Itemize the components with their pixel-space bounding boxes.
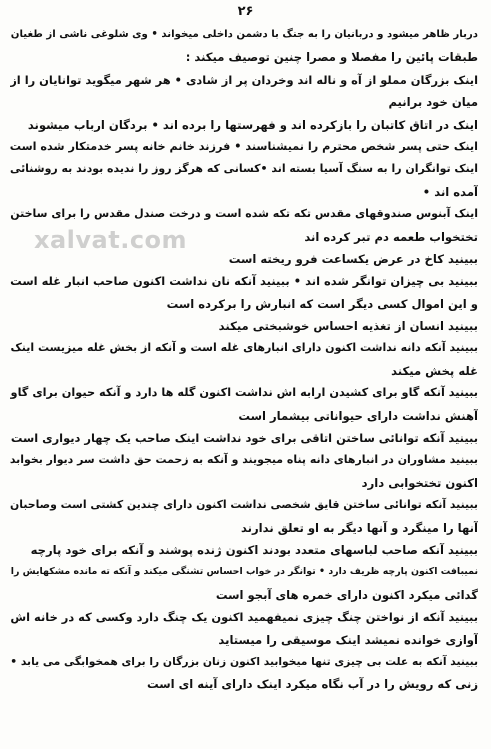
text-line: و این اموال کسی دیگر است که انبارش را برکرده است [166, 296, 478, 311]
text-line: آمده اند • [422, 184, 478, 199]
text-line: آنها را مینگرد و آنها دیگر به او تعلق ندارند [240, 520, 478, 535]
text-line: غله پخش میکند [391, 363, 478, 378]
text-line: اینک آبنوس صندوقهای مقدس تکه تکه شده است و درخت صندل مقدس را برای ساختن [10, 207, 478, 221]
text-line: میان خود برانیم [388, 95, 478, 110]
text-line: اینک در اتاق کاتبان را بازکرده اند و فهرستها را برده اند • بردگان ارباب میشوند [27, 117, 478, 132]
text-line: ببینید آنکه توانائی ساختن اتاقی برای خود نداشت اینک صاحب یک چهار دیواری است [10, 431, 478, 446]
text-line: ببینید آنکه به علت بی چیزی تنها میخوابید اکنون زنان بزرگان را برای همخوابگی می یابد • [10, 654, 478, 668]
text-line: نمیبافت اکنون پارچه ظریف دارد • توانگر در خواب احساس تشنگی میکند و آنکه ته مانده مشکهایش را [10, 566, 478, 578]
page-text [10, 24, 478, 696]
text-line: اینک حتی پسر شخص محترم را نمیشناسند • فرزند خانم خانه پسر خدمتکار شده است [10, 139, 478, 153]
text-line: ببینید مشاوران در انبارهای دانه پناه میجویند و آنکه به زحمت حق داشت سر دیوار بخوابد [10, 453, 478, 467]
text-line: زنی که رویش را در آب نگاه میکرد اینک دارای آینه ای است [146, 677, 478, 692]
page-number: ۲۶ [237, 4, 254, 19]
text-line: آوازی خوانده نمیشد اینک موسیقی را میستاید [218, 632, 478, 647]
text-line: ببینید آنکه صاحب لباسهای متعدد بودند اکنون ژنده پوشند و آنکه برای خود پارچه [30, 542, 478, 557]
text-line: دربار ظاهر میشود و دربانیان را به جنگ با دشمن داخلی میخواند • وی شلوغی ناشی از طغیان [10, 29, 478, 40]
text-line: اینک توانگران را به سنگ آسیا بسته اند •کسانی که هرگز روز را ندیده بودند به روشنائی [10, 162, 478, 176]
text-line: ببینید بی چیزان توانگر شده اند • ببینید آنکه نان نداشت اکنون صاحب انبار غله است [10, 274, 478, 289]
watermark: xalvat.com [34, 226, 188, 254]
text-line: اکنون تختخوابی دارد [361, 475, 478, 490]
text-line: ببینید انسان از تغذیه احساس خوشبختی میکند [218, 319, 478, 334]
text-line: گدائی میکرد اکنون دارای خمره های آبجو است [215, 587, 478, 602]
text-line: طبقات پائین را مفصلا و مصرا چنین توصیف میکند : [185, 50, 478, 65]
text-line: تختخواب طعمه دم تبر کرده اند [304, 229, 478, 244]
text-line: آهنش نداشت دارای حیواناتی بیشمار است [238, 408, 478, 423]
text-line: ببینید آنکه از نواختن چنگ چیزی نمیفهمید اکنون یک چنگ دارد وکسی که در خانه اش [10, 610, 478, 625]
text-line: اینک بزرگان مملو از آه و ناله اند وخردان پر از شادی • هر شهر میگوید توانایان را از [10, 72, 478, 87]
text-line: ببینید آنکه گاو برای کشیدن ارابه اش نداشت اکنون گله ها دارد و آنکه حیوان برای گاو [10, 386, 478, 400]
text-line: ببینید آنکه دانه نداشت اکنون دارای انبارهای غله است و آنکه از بخش غله میزیست اینک [10, 341, 478, 355]
text-line: ببینید آنکه توانائی ساختن قایق شخصی نداشت اکنون دارای چندین کشتی است وصاحبان [10, 498, 478, 512]
text-line: ببینید کاخ در عرض یکساعت فرو ریخته است [228, 251, 478, 266]
